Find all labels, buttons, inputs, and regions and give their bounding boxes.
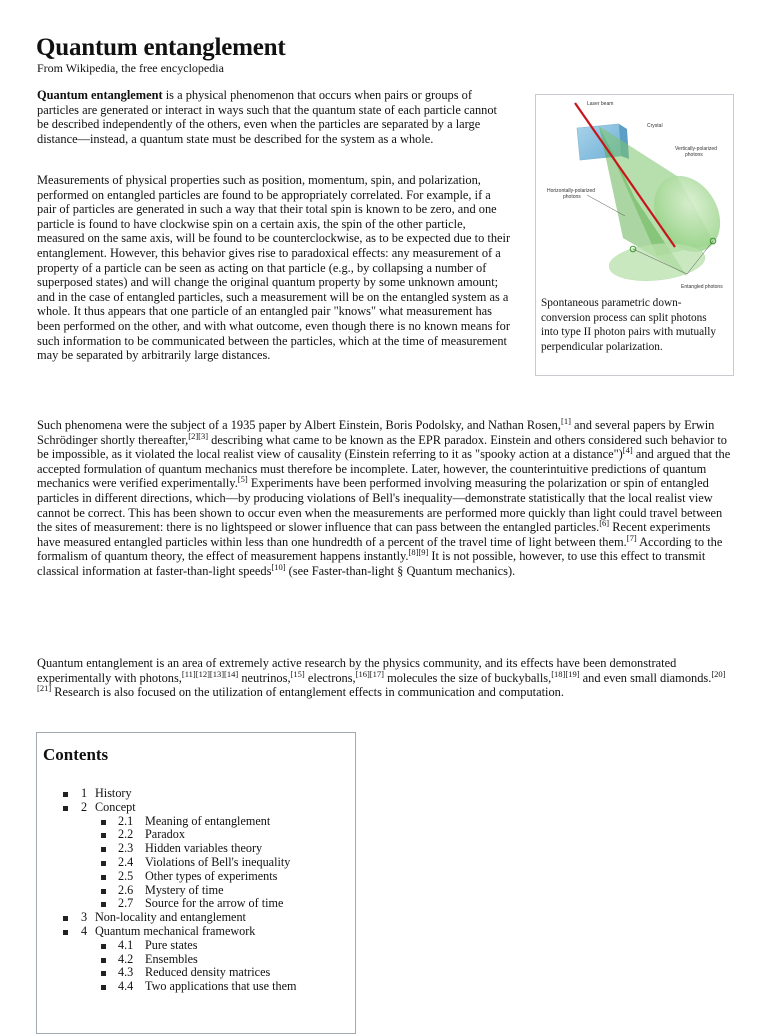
toc-number: 2.5 (118, 868, 134, 883)
toc-label: Violations of Bell's inequality (145, 854, 291, 869)
citation-link[interactable]: [7] (626, 532, 637, 543)
toc-list (37, 787, 355, 994)
toc-label: Ensembles (145, 951, 198, 966)
toc-label: Concept (95, 799, 136, 814)
citation-link[interactable]: [18][19] (551, 668, 580, 679)
toc-number: 4.4 (118, 979, 134, 994)
bullet-icon (101, 820, 106, 825)
citation-link[interactable]: [4] (622, 445, 633, 456)
citation-link[interactable]: [11][12][13][14] (181, 668, 239, 679)
toc-label: Mystery of time (145, 882, 224, 897)
toc-title: Contents (43, 745, 109, 764)
toc-number: 1 (81, 786, 88, 800)
bullet-icon (101, 985, 106, 990)
toc-label: Two applications that use them (145, 979, 297, 994)
text-run: Research is also focused on the utilization of entanglement effects in communication and computation. (51, 685, 564, 700)
toc-number: 4.2 (118, 951, 134, 966)
toc-label: Pure states (145, 937, 198, 952)
toc-label: Meaning of entanglement (145, 813, 271, 828)
citation-link[interactable]: [16][17] (355, 668, 384, 679)
text-run: According to the formalism of quantum theory, the effect of measurement happens instantly. (37, 534, 723, 564)
toc-label: Paradox (145, 827, 185, 842)
label-horizontal-photons-2: photons (563, 194, 581, 200)
toc-number: 2.6 (118, 882, 134, 897)
toc-number: 2.3 (118, 841, 134, 856)
text-run: describing what came to be known as the EPR paradox. Einstein and others considered such behavior to be impossible, as it violated the local realist view of causality (Einstein referring to it as "spooky action at a distance") (37, 432, 727, 462)
label-vertical-photons-2: photons (685, 152, 703, 158)
bullet-icon (101, 833, 106, 838)
toc-number: 4.1 (118, 937, 134, 952)
measurements-paragraph: Measurements of physical properties such as position, momentum, spin, and polarization, performed on entangled particles are found to be appropriately correlated. For example, if a pair of particles are generated in such a way that their total spin is known to be zero, and one particle is found to have clockwise spin on a certain axis, the spin of the other particle, measured on the same axis, will be found to be counterclockwise, as to be expected due to their entanglement. However, this behavior gives rise to paradoxical effects: any measurement of a property of a particle can be seen as acting on that particle (e.g., by collapsing a number of superposed states) and will change the original quantum property by some unknown amount; and in the case of entangled particles, such a measurement will be on the entangled system as a whole. It thus appears that one particle of an entangled pair "knows" what measurement has been performed on the other, and with what outcome, even though there is no known means for such information to be communicated between the particles, which at the time of measurement may be separated by arbitrarily large distances. (37, 173, 511, 363)
page-subtitle: From Wikipedia, the free encyclopedia (37, 61, 224, 75)
intro-text: is a physical phenomenon that occurs when pairs or groups of particles are generated or interact in ways such that the quantum state of each particle cannot be described independently of the others, even when the particles are separated by a large distance—instead, a quantum state must be described for the system as a whole. (37, 88, 497, 146)
label-laser-beam: Laser beam (587, 101, 614, 107)
citation-link[interactable]: [10] (271, 561, 286, 572)
toc-item-two-applications[interactable] (37, 980, 355, 994)
table-of-contents (36, 732, 356, 1034)
toc-label: Non-locality and entanglement (95, 910, 246, 925)
toc-label: History (95, 786, 132, 800)
toc-number: 2 (81, 799, 88, 814)
text-run: molecules the size of buckyballs, (383, 670, 552, 685)
text-run: and argued that the accepted formulation of quantum mechanics must therefore be incomplete. Later, however, the counterintuitive predictions of quantum mechanics were verified experimentally. (37, 447, 731, 491)
toc-number: 2.1 (118, 813, 134, 828)
toc-item-density-matrices[interactable] (37, 966, 355, 980)
label-crystal: Crystal (647, 123, 663, 129)
bullet-icon (101, 889, 106, 894)
text-run: and several papers by Erwin Schrödinger shortly thereafter, (37, 418, 715, 447)
bullet-icon (101, 958, 106, 963)
bullet-icon (101, 902, 106, 907)
toc-item-paradox[interactable] (37, 828, 355, 842)
bullet-icon (63, 930, 68, 935)
citation-link[interactable]: [5] (237, 474, 248, 485)
bullet-icon (101, 944, 106, 949)
toc-label: Other types of experiments (145, 868, 278, 883)
toc-item-non-locality[interactable] (37, 911, 355, 925)
text-run: electrons, (304, 670, 356, 685)
citation-link[interactable]: [2][3] (188, 430, 209, 441)
figure-box (535, 94, 734, 376)
toc-item-ensembles[interactable] (37, 953, 355, 967)
text-run: neutrinos, (238, 670, 291, 685)
term-bold: Quantum entanglement (37, 88, 163, 102)
text-run: Recent experiments have measured entangled particles within less than one hundredth of a percent of the travel time of light between them. (37, 520, 711, 549)
toc-label: Quantum mechanical framework (95, 923, 256, 938)
toc-label: Source for the arrow of time (145, 896, 284, 911)
citation-link[interactable]: [6] (599, 518, 610, 529)
toc-item-history[interactable] (37, 787, 355, 801)
intro-paragraph (37, 88, 511, 146)
history-paragraph (37, 415, 731, 579)
label-vertical-photons: Vertically-polarized (675, 146, 717, 152)
label-horizontal-photons: Horizontally-polarized (547, 188, 596, 194)
text-run: and even small diamonds. (579, 670, 712, 685)
text-run: Experiments have been performed involving measuring the polarization or spin of entangled particles in different directions, which—by producing violations of Bell's inequality—demonstrate statistically that the local realist view cannot be correct. This has been shown to occur even when the measurements are performed more quickly than light could travel between the sites of measurement: there is no lightspeed or slower influence that can pass between the entangled particles. (37, 476, 723, 535)
toc-label: Reduced density matrices (145, 965, 271, 980)
figure-caption: Spontaneous parametric down-conversion process can split photons into type II photon pairs with mutually perpendicular polarization. (541, 297, 717, 353)
page-title: Quantum entanglement (36, 34, 286, 61)
citation-link[interactable]: [20][21] (37, 668, 726, 694)
text-run: Such phenomena were the subject of a 1935 paper by Albert Einstein, Boris Podolsky, and Nathan Rosen, (37, 418, 561, 432)
bullet-icon (63, 792, 68, 797)
label-entangled-photons: Entangled photons (681, 284, 723, 290)
bullet-icon (63, 806, 68, 811)
toc-label: Hidden variables theory (145, 841, 263, 856)
bullet-icon (101, 861, 106, 866)
text-run: Quantum entanglement is an area of extremely active research by the physics community, and its effects have been demonstrated experimentally with photons, (37, 656, 677, 685)
toc-item-concept[interactable] (37, 801, 355, 815)
citation-link[interactable]: [15] (290, 668, 305, 679)
bullet-icon (63, 916, 68, 921)
toc-number: 2.2 (118, 827, 134, 842)
toc-item-mystery-of-time[interactable] (37, 884, 355, 898)
toc-number: 2.4 (118, 854, 134, 869)
toc-item-hidden-variables[interactable] (37, 842, 355, 856)
toc-number: 2.7 (118, 896, 134, 911)
research-paragraph (37, 656, 733, 700)
bullet-icon (101, 847, 106, 852)
toc-number: 4.3 (118, 965, 134, 980)
text-run: It is not possible, however, to use this effect to transmit classical information at faster-than-light speeds (37, 549, 706, 578)
citation-link[interactable]: [1] (560, 415, 571, 426)
text-run: (see Faster-than-light § Quantum mechanics). (285, 563, 516, 578)
bullet-icon (101, 971, 106, 976)
toc-item-pure-states[interactable] (37, 939, 355, 953)
toc-item-arrow-of-time[interactable] (37, 897, 355, 911)
toc-item-other-experiments[interactable] (37, 870, 355, 884)
toc-number: 3 (81, 910, 88, 925)
toc-number: 4 (81, 923, 88, 938)
citation-link[interactable]: [8][9] (408, 547, 429, 558)
toc-item-bell-violations[interactable] (37, 856, 355, 870)
toc-item-meaning[interactable] (37, 815, 355, 829)
toc-item-framework[interactable] (37, 925, 355, 939)
bullet-icon (101, 875, 106, 880)
spdc-diagram[interactable] (537, 96, 732, 296)
